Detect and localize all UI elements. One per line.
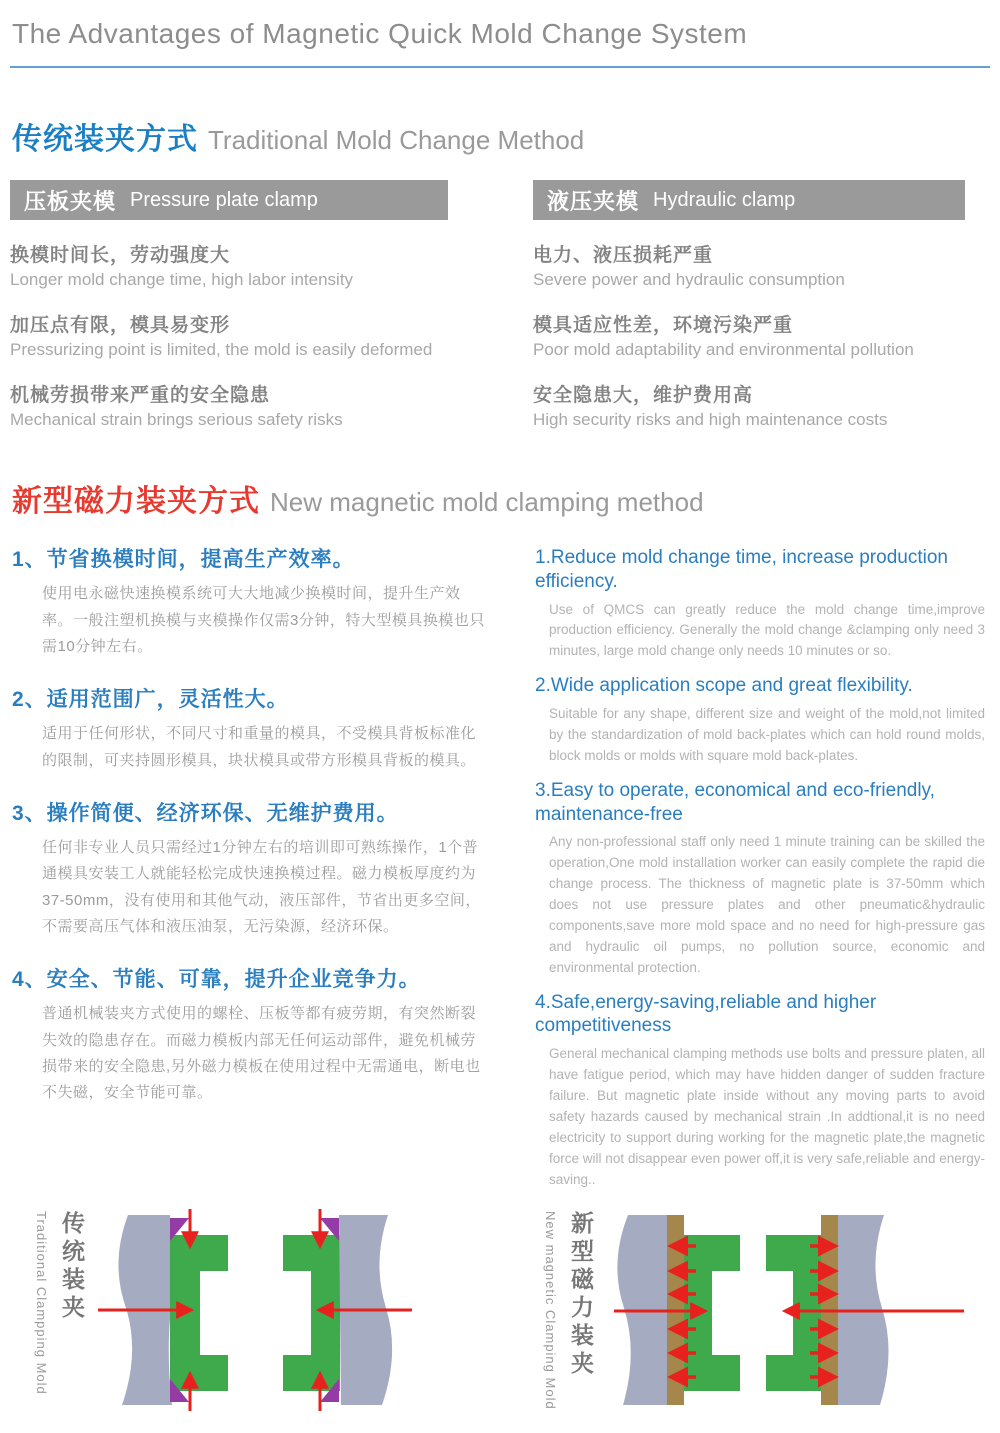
advantage-item-zh <box>12 546 490 660</box>
advantage-item-en <box>535 991 985 1191</box>
magnetic-section-header <box>12 476 1000 520</box>
hydraulic-clamp-header-zh: 液压夹模 <box>547 188 640 214</box>
mold-shape <box>283 1235 340 1391</box>
advantage-body: 适用于任何形状，不同尺寸和重量的模具，不受模具背板标准化的限制，可夹持圆形模具，块状模具或带方形模具背板的模具。 <box>42 725 477 769</box>
magnetic-zh-column <box>12 546 490 1132</box>
advantage-heading: 2、适用范围广，灵活性大。 <box>12 688 289 712</box>
item-en: Poor mold adaptability and environmental pollution <box>533 340 914 359</box>
item-zh: 机械劳损带来严重的安全隐患 <box>10 385 271 406</box>
advantage-item-zh <box>12 686 490 774</box>
pressure-plate-header-zh: 压板夹模 <box>24 188 117 214</box>
list-item <box>10 240 448 290</box>
pressure-plate-header-en: Pressure plate clamp <box>130 188 318 211</box>
advantage-heading: 2.Wide application scope and great flexibility. <box>535 675 913 697</box>
advantage-body: 任何非专业人员只需经过1分钟左右的培训即可熟练操作，1个普通模具安装工人就能轻松完成快速换模过程。磁力模板厚度约为37-50mm，没有使用和其他气动，液压部件，节省出更多空间，不需要高压气体和液压油泵，无污染源，经济环保。 <box>42 839 481 935</box>
list-item <box>533 240 965 290</box>
item-zh: 安全隐患大，维护费用高 <box>533 385 754 406</box>
hydraulic-clamp-header-en: Hydraulic clamp <box>653 188 796 211</box>
traditional-diagram-label <box>34 1211 89 1425</box>
mold-shape <box>170 1235 228 1391</box>
traditional-clamp-diagram <box>98 1209 412 1411</box>
traditional-columns <box>0 180 1000 430</box>
list-item <box>533 310 965 360</box>
mold-shape <box>766 1235 821 1391</box>
magnetic-columns <box>0 546 1000 1203</box>
clamping-diagrams-svg <box>0 1203 1000 1433</box>
advantage-item-zh <box>12 966 490 1106</box>
mold-shape <box>684 1235 740 1391</box>
advantage-heading: 4.Safe,energy-saving,reliable and higher competitiveness <box>535 991 877 1037</box>
clamping-diagrams <box>0 1203 1000 1433</box>
item-zh: 模具适应性差，环境污染严重 <box>533 315 794 336</box>
magnetic-title-en: New magnetic mold clamping method <box>270 487 704 517</box>
advantage-heading: 4、安全、节能、可靠，提升企业竞争力。 <box>12 968 421 992</box>
magnetic-clamp-diagram <box>614 1215 964 1405</box>
item-en: Mechanical strain brings serious safety risks <box>10 410 343 429</box>
item-en: Severe power and hydraulic consumption <box>533 270 845 289</box>
advantage-body: Suitable for any shape, different size and weight of the mold,not limited by the standardization of mold back-plates which can hold round molds, block molds or molds with square mold back-plates. <box>549 706 985 763</box>
hydraulic-clamp-header-bar <box>533 180 965 220</box>
list-item <box>533 380 965 430</box>
magnetic-title-zh: 新型磁力装夹方式 <box>12 485 260 518</box>
advantage-heading: 3.Easy to operate, economical and eco-friendly, maintenance-free <box>535 779 935 825</box>
traditional-diagram-label-en: Traditional Clampping Mold <box>34 1210 49 1395</box>
magnetic-diagram-label-en: New magnetic Clamping Mold <box>543 1210 558 1410</box>
item-zh: 换模时间长，劳动强度大 <box>10 245 231 266</box>
pressure-plate-header-bar <box>10 180 448 220</box>
advantage-body: Any non-professional staff only need 1 minute training can be skilled the operation,One mold installation worker can easily complete the rapid die change process. The thickness of magnetic plate is 37-50mm which does not use pressure plates and other pneumatic&hydraulic components,save more mold space and no need for high-pressure gas and hydraulic oil pumps, no pollution source, economic and environmental protection. <box>549 834 985 975</box>
hydraulic-clamp-column <box>533 180 965 430</box>
traditional-diagram-label-zh: 传统装夹 <box>59 1210 85 1323</box>
list-item <box>10 380 448 430</box>
advantage-item-en <box>535 779 985 979</box>
traditional-section-header <box>12 114 1000 158</box>
advantage-body: 使用电永磁快速换模系统可大大地减少换模时间，提升生产效率。一般注塑机换模与夹模操作仅需3分钟，特大型模具换模也只需10分钟左右。 <box>42 585 485 655</box>
magnetic-diagram-label <box>543 1211 598 1425</box>
traditional-title-zh: 传统装夹方式 <box>12 123 198 156</box>
advantage-item-zh <box>12 800 490 940</box>
title-underline <box>10 66 990 68</box>
traditional-title-en: Traditional Mold Change Method <box>208 125 585 155</box>
advantage-heading: 3、操作简便、经济环保、无维护费用。 <box>12 801 399 825</box>
pressure-plate-column <box>10 180 448 430</box>
item-en: Longer mold change time, high labor intensity <box>10 270 354 289</box>
item-en: High security risks and high maintenance costs <box>533 410 888 429</box>
advantage-body: General mechanical clamping methods use bolts and pressure platen, all have fatigue period, which may have hidden danger of sudden fracture failure. But magnetic plate inside without any moving parts to avoid safety hazards caused by mechanical strain .In addtional,it is no need electricity to support during working for the magnetic plate,the magnetic force will not disappear even power off,it is very safe,reliable and energy-saving.. <box>549 1046 985 1187</box>
page-title: The Advantages of Magnetic Quick Mold Change System <box>12 18 748 49</box>
advantage-body: 普通机械装夹方式使用的螺栓、压板等都有疲劳期，有突然断裂失效的隐患存在。而磁力模板内部无任何运动部件，避免机械劳损带来的安全隐患,另外磁力模板在使用过程中无需通电，断电也不失磁，安全节能可靠。 <box>42 1005 481 1102</box>
advantage-item-en <box>535 674 985 767</box>
advantage-heading: 1、节省换模时间，提高生产效率。 <box>12 548 355 571</box>
item-zh: 电力、液压损耗严重 <box>533 245 714 266</box>
advantage-body: Use of QMCS can greatly reduce the mold change time,improve production efficiency. Generally the mold change &clamping only need 3 minutes, large mold change only needs 10 minutes or so. <box>549 601 985 659</box>
item-en: Pressurizing point is limited, the mold is easily deformed <box>10 340 433 359</box>
advantage-item-en <box>535 546 985 662</box>
magnetic-diagram-label-zh: 新型磁力装夹 <box>568 1210 594 1379</box>
item-zh: 加压点有限，模具易变形 <box>10 315 231 336</box>
magnetic-en-column <box>535 546 985 1203</box>
advantage-heading: 1.Reduce mold change time, increase production efficiency. <box>535 547 948 592</box>
list-item <box>10 310 448 360</box>
